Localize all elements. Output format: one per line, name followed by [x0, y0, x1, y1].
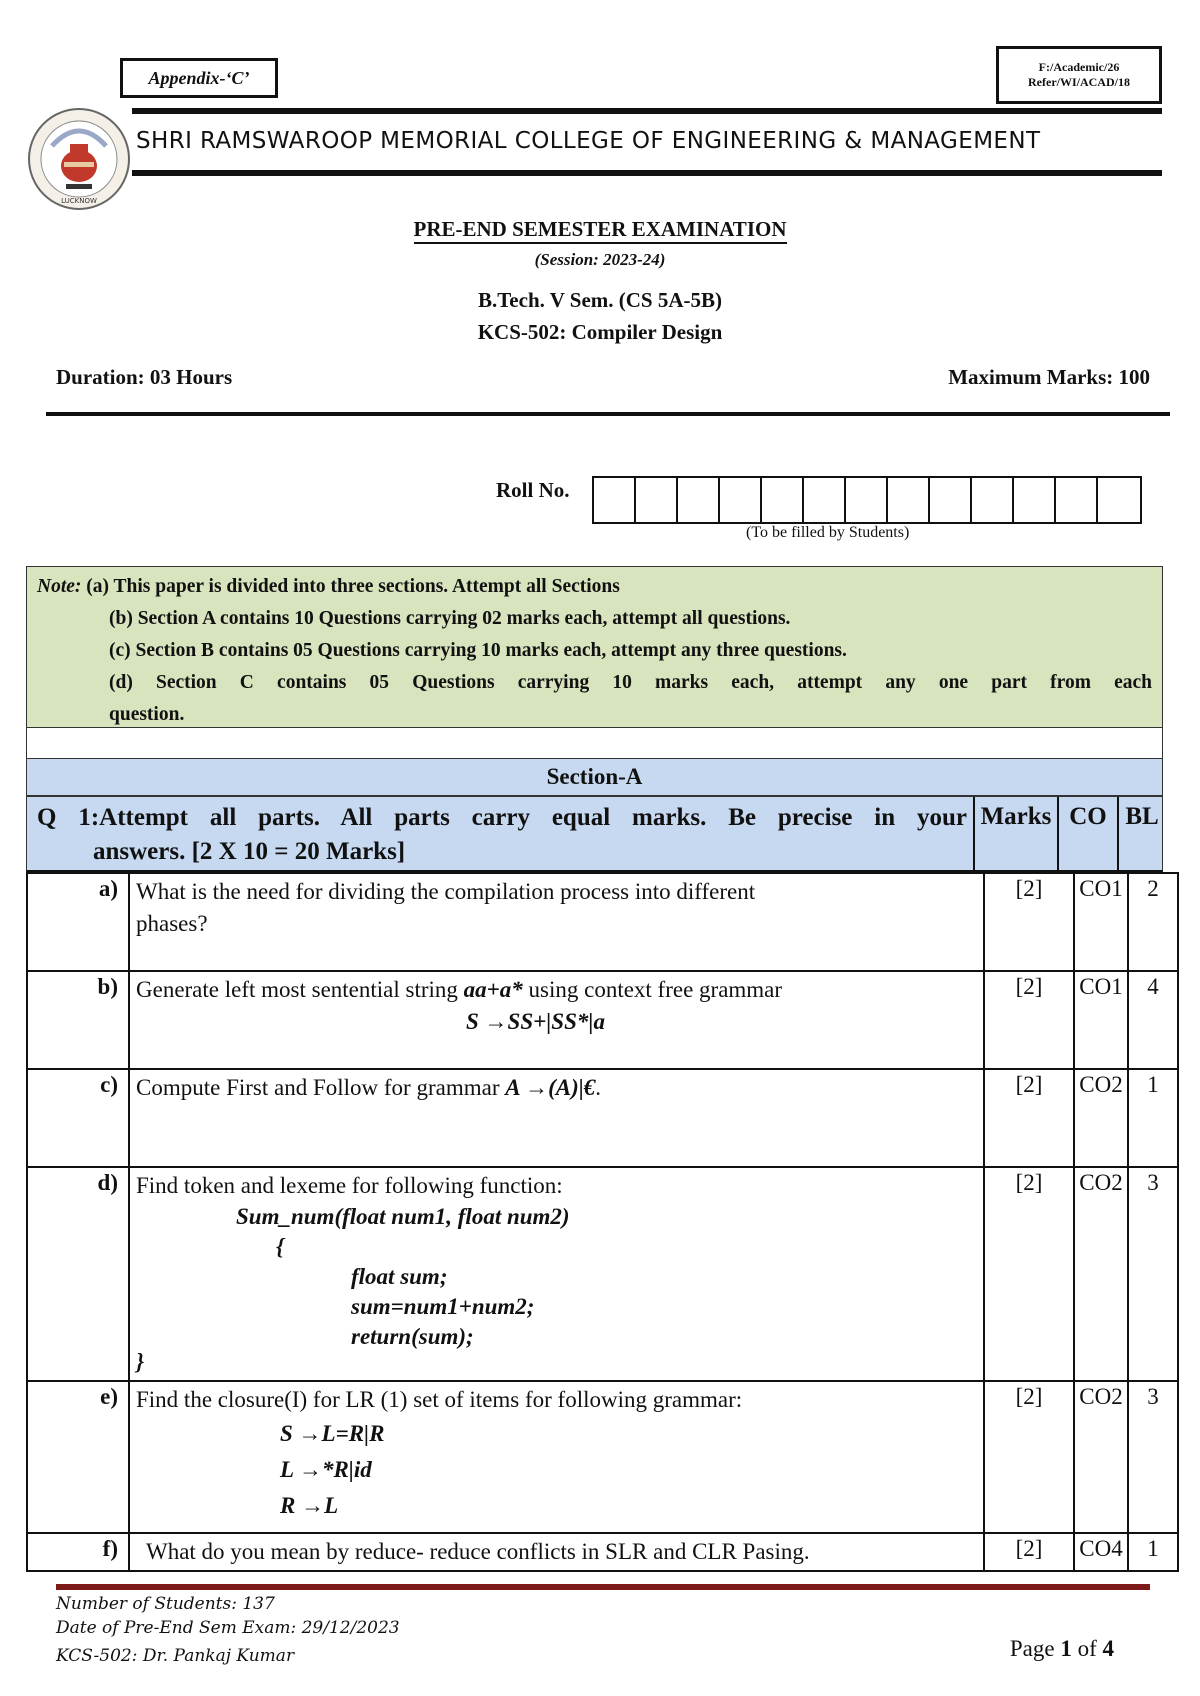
question-row-c: [27, 1069, 1178, 1167]
roll-number-box[interactable]: [888, 478, 930, 522]
note-d: (d) Section C contains 05 Questions carrying 10 marks each, attempt any one part from each: [109, 672, 1152, 693]
note-c: (c) Section B contains 05 Questions carrying 10 marks each, attempt any three questions.: [109, 640, 847, 661]
code-line: return(sum);: [351, 1324, 474, 1349]
roll-number-box[interactable]: [1098, 478, 1140, 522]
question-label: d): [27, 1167, 129, 1381]
header-rule-top: [132, 108, 1162, 114]
page-word: Page: [1009, 1636, 1055, 1661]
question-bl: 3: [1128, 1381, 1178, 1533]
code-line: }: [136, 1349, 145, 1374]
note-label: Note:: [37, 576, 82, 597]
footer-faculty: KCS-502: Dr. Pankaj Kumar: [56, 1646, 295, 1666]
footer-students: Number of Students: 137: [56, 1594, 275, 1614]
exam-duration: Duration: 03 Hours: [56, 365, 233, 389]
footer-exam-date: Date of Pre-End Sem Exam: 29/12/2023: [56, 1618, 400, 1638]
question-a-line-2: phases?: [136, 911, 208, 936]
logo-caption: LUCKNOW: [61, 197, 97, 205]
code-line: float sum;: [351, 1264, 448, 1289]
instructions-note: [26, 566, 1163, 728]
roll-number-box[interactable]: [972, 478, 1014, 522]
roll-number-box[interactable]: [762, 478, 804, 522]
question-a-line-1: What is the need for dividing the compilation process into different: [136, 879, 756, 904]
question-instruction: [37, 801, 967, 869]
question-marks: [2]: [984, 1381, 1074, 1533]
question-d-text: Find token and lexeme for following function:: [136, 1173, 563, 1198]
question-b-text: Generate left most sentential string: [136, 977, 464, 1002]
question-text: [129, 1167, 984, 1381]
question-marks: [2]: [984, 971, 1074, 1069]
question-bl: 1: [1128, 1533, 1178, 1571]
question-b-grammar: S →SS+|SS*|a: [466, 1009, 605, 1034]
question-row-b: [27, 971, 1178, 1069]
code-line: sum=num1+num2;: [351, 1294, 535, 1319]
question-label: e): [27, 1381, 129, 1533]
question-marks: [2]: [984, 873, 1074, 971]
question-label: a): [27, 873, 129, 971]
question-co: CO2: [1074, 1167, 1128, 1381]
question-co: CO1: [1074, 873, 1128, 971]
footer-bar: [56, 1584, 1150, 1590]
roll-number-box[interactable]: [1014, 478, 1056, 522]
question-marks: [2]: [984, 1533, 1074, 1571]
roll-number-box[interactable]: [678, 478, 720, 522]
question-bl: 4: [1128, 971, 1178, 1069]
question-text: [129, 1381, 984, 1533]
page-number: [1010, 1636, 1114, 1662]
college-logo: [26, 106, 132, 212]
info-rule: [46, 412, 1170, 416]
question-b-string: aa+a*: [463, 977, 523, 1002]
question-bl: 2: [1128, 873, 1178, 971]
question-co: CO2: [1074, 1381, 1128, 1533]
bl-column-header: BL: [1117, 797, 1165, 871]
question-c-text-end: .: [595, 1075, 602, 1100]
course-name: B.Tech. V Sem. (CS 5A-5B): [477, 288, 723, 312]
roll-number-grid[interactable]: [592, 476, 1142, 524]
question-bl: 3: [1128, 1167, 1178, 1381]
question-instruction-line-1: Q 1:Attempt all parts. All parts carry equal marks. Be precise in your: [37, 804, 967, 831]
question-b-text-end: using context free grammar: [522, 977, 783, 1002]
question-instruction-line-2: answers. [2 X 10 = 20 Marks]: [93, 838, 406, 865]
question-text: [129, 971, 984, 1069]
note-b: (b) Section A contains 10 Questions carrying 02 marks each, attempt all questions.: [109, 608, 791, 629]
roll-number-box[interactable]: [1056, 478, 1098, 522]
question-co: CO2: [1074, 1069, 1128, 1167]
question-header: [26, 796, 1163, 872]
note-a: (a) This paper is divided into three sections. Attempt all Sections: [86, 576, 620, 597]
grammar-rule: S →L=R|R: [280, 1421, 385, 1446]
question-marks: [2]: [984, 1167, 1074, 1381]
question-co: CO4: [1074, 1533, 1128, 1571]
grammar-rule: R →L: [280, 1493, 339, 1518]
roll-number-note: (To be filled by Students): [746, 524, 910, 541]
question-text: What do you mean by reduce- reduce conflicts in SLR and CLR Pasing.: [129, 1533, 984, 1571]
appendix-label: Appendix-‘C’: [120, 58, 278, 98]
question-text: [129, 1069, 984, 1167]
page-of-word: of: [1077, 1636, 1097, 1661]
page-current: 1: [1060, 1636, 1072, 1661]
question-e-text: Find the closure(I) for LR (1) set of items for following grammar:: [136, 1387, 743, 1412]
reference-box: [996, 46, 1162, 104]
exam-title: PRE-END SEMESTER EXAMINATION: [0, 217, 1200, 242]
question-row-f: [27, 1533, 1178, 1571]
question-label: f): [27, 1533, 129, 1571]
page-total: 4: [1102, 1636, 1114, 1661]
roll-number-box[interactable]: [804, 478, 846, 522]
question-bl: 1: [1128, 1069, 1178, 1167]
question-label: c): [27, 1069, 129, 1167]
question-text: [129, 873, 984, 971]
question-row-e: [27, 1381, 1178, 1533]
marks-column-header: Marks: [973, 797, 1057, 871]
question-label: b): [27, 971, 129, 1069]
spacer-row: [26, 728, 1163, 758]
grammar-rule: L →*R|id: [280, 1457, 372, 1482]
question-c-text: Compute First and Follow for grammar: [136, 1075, 506, 1100]
code-line: {: [276, 1234, 285, 1259]
question-co: CO1: [1074, 971, 1128, 1069]
exam-session: (Session: 2023-24): [534, 250, 666, 269]
question-c-grammar: A →(A)|€: [505, 1075, 596, 1100]
roll-number-box[interactable]: [636, 478, 678, 522]
roll-number-box[interactable]: [720, 478, 762, 522]
question-row-a: [27, 873, 1178, 971]
roll-number-box[interactable]: [930, 478, 972, 522]
college-name: SHRI RAMSWAROOP MEMORIAL COLLEGE OF ENGINEERING & MANAGEMENT: [136, 128, 1041, 154]
question-row-d: [27, 1167, 1178, 1381]
roll-number-box[interactable]: [846, 478, 888, 522]
code-line: Sum_num(float num1, float num2): [236, 1204, 570, 1229]
questions-table: [26, 872, 1179, 1572]
subject-name: KCS-502: Compiler Design: [477, 320, 723, 344]
section-a-title: Section-A: [26, 758, 1163, 796]
header-rule-bottom: [132, 170, 1162, 176]
reference-line-2: Refer/WI/ACAD/18: [1028, 75, 1130, 89]
co-column-header: CO: [1057, 797, 1117, 871]
maximum-marks: Maximum Marks: 100: [948, 365, 1150, 389]
reference-line-1: F:/Academic/26: [1038, 60, 1120, 74]
roll-number-label: Roll No.: [496, 478, 570, 502]
note-d-continued: question.: [109, 704, 185, 725]
question-marks: [2]: [984, 1069, 1074, 1167]
roll-number-box[interactable]: [594, 478, 636, 522]
